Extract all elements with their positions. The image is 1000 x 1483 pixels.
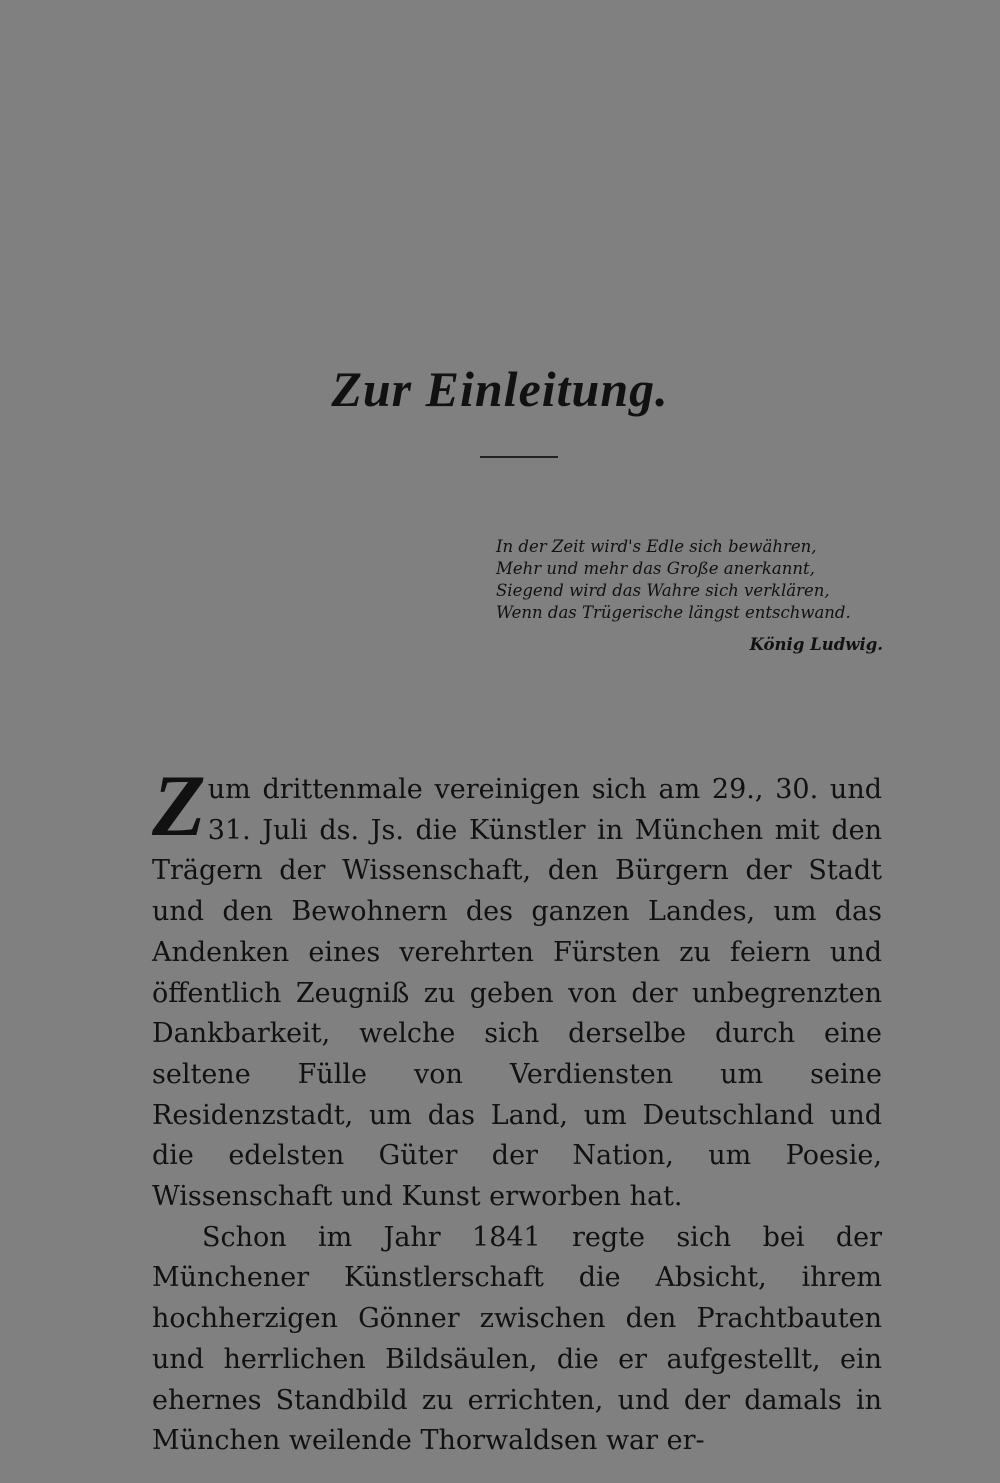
paragraph-text: um drittenmale vereinigen sich am 29., 30. und 31. Juli ds. Js. die Künstler in München mit den Trägern der Wissenschaft, den Bürgern der Stadt und den Bewohnern des ganzen Landes, um das Andenken eines verehrten Fürsten zu feiern und öffentlich Zeugniß zu geben von der unbegrenzten Dankbarkeit, welche sich derselbe durch eine seltene Fülle von Verdiensten um seine Residenzstadt, um das Land, um Deutschland und die edelsten Güter der Nation, um Poesie, Wissenschaft und Kunst erworben hat.: [152, 774, 882, 1213]
epigraph-line: In der Zeit wird's Edle sich bewähren,: [496, 537, 817, 556]
paragraph: [152, 758, 882, 1218]
body-text: [152, 758, 882, 1462]
epigraph-line: Mehr und mehr das Große anerkannt,: [496, 559, 815, 578]
title-divider: [480, 456, 558, 458]
page-title: Zur Einleitung.: [331, 361, 669, 417]
epigraph-line: Wenn das Trügerische längst entschwand.: [496, 603, 851, 622]
epigraph: [496, 536, 891, 656]
drop-cap: Z: [152, 758, 206, 855]
paragraph: Schon im Jahr 1841 regte sich bei der Münchener Künstlerschaft die Absicht, ihrem hochherzigen Gönner zwischen den Prachtbauten und herrlichen Bildsäulen, die er aufgestellt, ein ehernes Standbild zu errichten, und der damals in München weilende Thorwaldsen war er-: [152, 1221, 882, 1457]
epigraph-attribution: König Ludwig.: [749, 635, 883, 654]
epigraph-line: Siegend wird das Wahre sich verklären,: [496, 581, 830, 600]
